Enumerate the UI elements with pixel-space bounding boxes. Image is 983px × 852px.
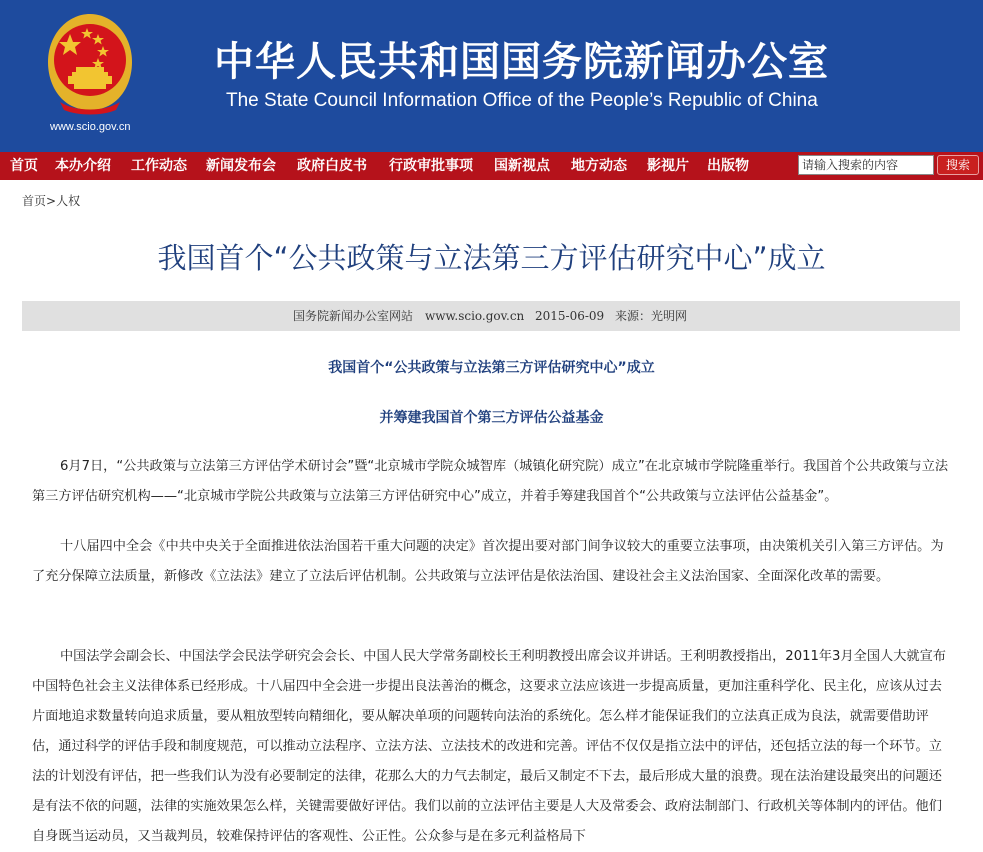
search-button[interactable]: 搜索 — [937, 155, 979, 175]
meta-date: 2015-06-09 — [535, 309, 605, 323]
site-title-en: The State Council Information Office of the People’s Republic of China — [226, 90, 818, 111]
nav-item-films[interactable]: 影视片 — [647, 158, 689, 174]
breadcrumb-separator: > — [46, 194, 57, 208]
nav-item-publications[interactable]: 出版物 — [707, 158, 749, 174]
article-meta-bar — [22, 301, 960, 331]
nav-item-perspectives[interactable]: 国新视点 — [494, 158, 550, 174]
article-paragraph: 中国法学会副会长、中国法学会民法学研究会会长、中国人民大学常务副校长王利明教授出席会议并讲话。王利明教授指出，2011年3月全国人大就宣布中国特色社会主义法律体系已经形成。十八届四中全会进一步提出良法善治的概念，这要求立法应该进一步提高质量，更加注重科学化、民主化，应该从过去片面地追求数量转向追求质量，要从粗放型转向精细化，要从解决单项的问题转向法治的系统化。怎么样才能保证我们的立法真正成为良法，就需要借助评估，通过科学的评估手段和制度规范，可以推动立法程序、立法方法、立法技术的改进和完善。评估不仅仅是指立法中的评估，还包括立法的每一个环节。立法的计划没有评估，把一些我们认为没有必要制定的法律，花那么大的力气去制定，最后又制定不下去，最后形成大量的浪费。现在法治建设最突出的问题还是有法不依的问题，法律的实施效果怎么样，关键需要做好评估。我们以前的立法评估主要是人大及常委会、政府法制部门、行政机关等体制内的评估。他们自身既当运动员，又当裁判员，较难保持评估的客观性、公正性。公众参与是在多元利益格局下 — [32, 649, 946, 844]
site-url: www.scio.gov.cn — [50, 121, 131, 133]
site-title-cn: 中华人民共和国国务院新闻办公室 — [214, 39, 829, 85]
article-paragraph: 6月7日，“公共政策与立法第三方评估学术研讨会”暨“北京城市学院众城智库（城镇化研究院）成立”在北京城市学院隆重举行。我国首个公共政策与立法第三方评估研究机构——“北京城市学院公共政策与立法第三方评估研究中心”成立，并着手筹建我国首个“公共政策与立法评估公益基金”。 — [32, 459, 949, 504]
nav-item-press-conference[interactable]: 新闻发布会 — [206, 158, 276, 174]
national-emblem-icon — [40, 6, 140, 118]
breadcrumb-section-link[interactable]: 人权 — [56, 194, 81, 208]
nav-item-work-news[interactable]: 工作动态 — [131, 158, 187, 174]
search-input[interactable]: 请输入搜索的内容 — [798, 155, 934, 175]
meta-source: 来源：光明网 — [615, 309, 688, 323]
nav-item-home[interactable]: 首页 — [10, 158, 38, 174]
article-title: 我国首个“公共政策与立法第三方评估研究中心”成立 — [157, 241, 826, 275]
breadcrumb — [22, 192, 80, 209]
article-subtitle-2: 并筹建我国首个第三方评估公益基金 — [379, 410, 604, 426]
nav-item-admin-approval[interactable]: 行政审批事项 — [389, 158, 473, 174]
nav-item-about[interactable]: 本办介绍 — [55, 158, 111, 174]
site-header — [0, 0, 983, 152]
breadcrumb-home-link[interactable]: 首页 — [22, 194, 47, 208]
nav-item-local-news[interactable]: 地方动态 — [571, 158, 627, 174]
article-paragraph: 十八届四中全会《中共中央关于全面推进依法治国若干重大问题的决定》首次提出要对部门间争议较大的重要立法事项，由决策机关引入第三方评估。为了充分保障立法质量，新修改《立法法》建立了立法后评估机制。公共政策与立法评估是依法治国、建设社会主义法治国家、全面深化改革的需要。 — [32, 539, 944, 584]
nav-item-white-papers[interactable]: 政府白皮书 — [297, 158, 367, 174]
article-subtitle-1: 我国首个“公共政策与立法第三方评估研究中心”成立 — [328, 360, 655, 376]
meta-url: www.scio.gov.cn — [425, 309, 525, 323]
meta-publisher: 国务院新闻办公室网站 — [293, 309, 414, 323]
